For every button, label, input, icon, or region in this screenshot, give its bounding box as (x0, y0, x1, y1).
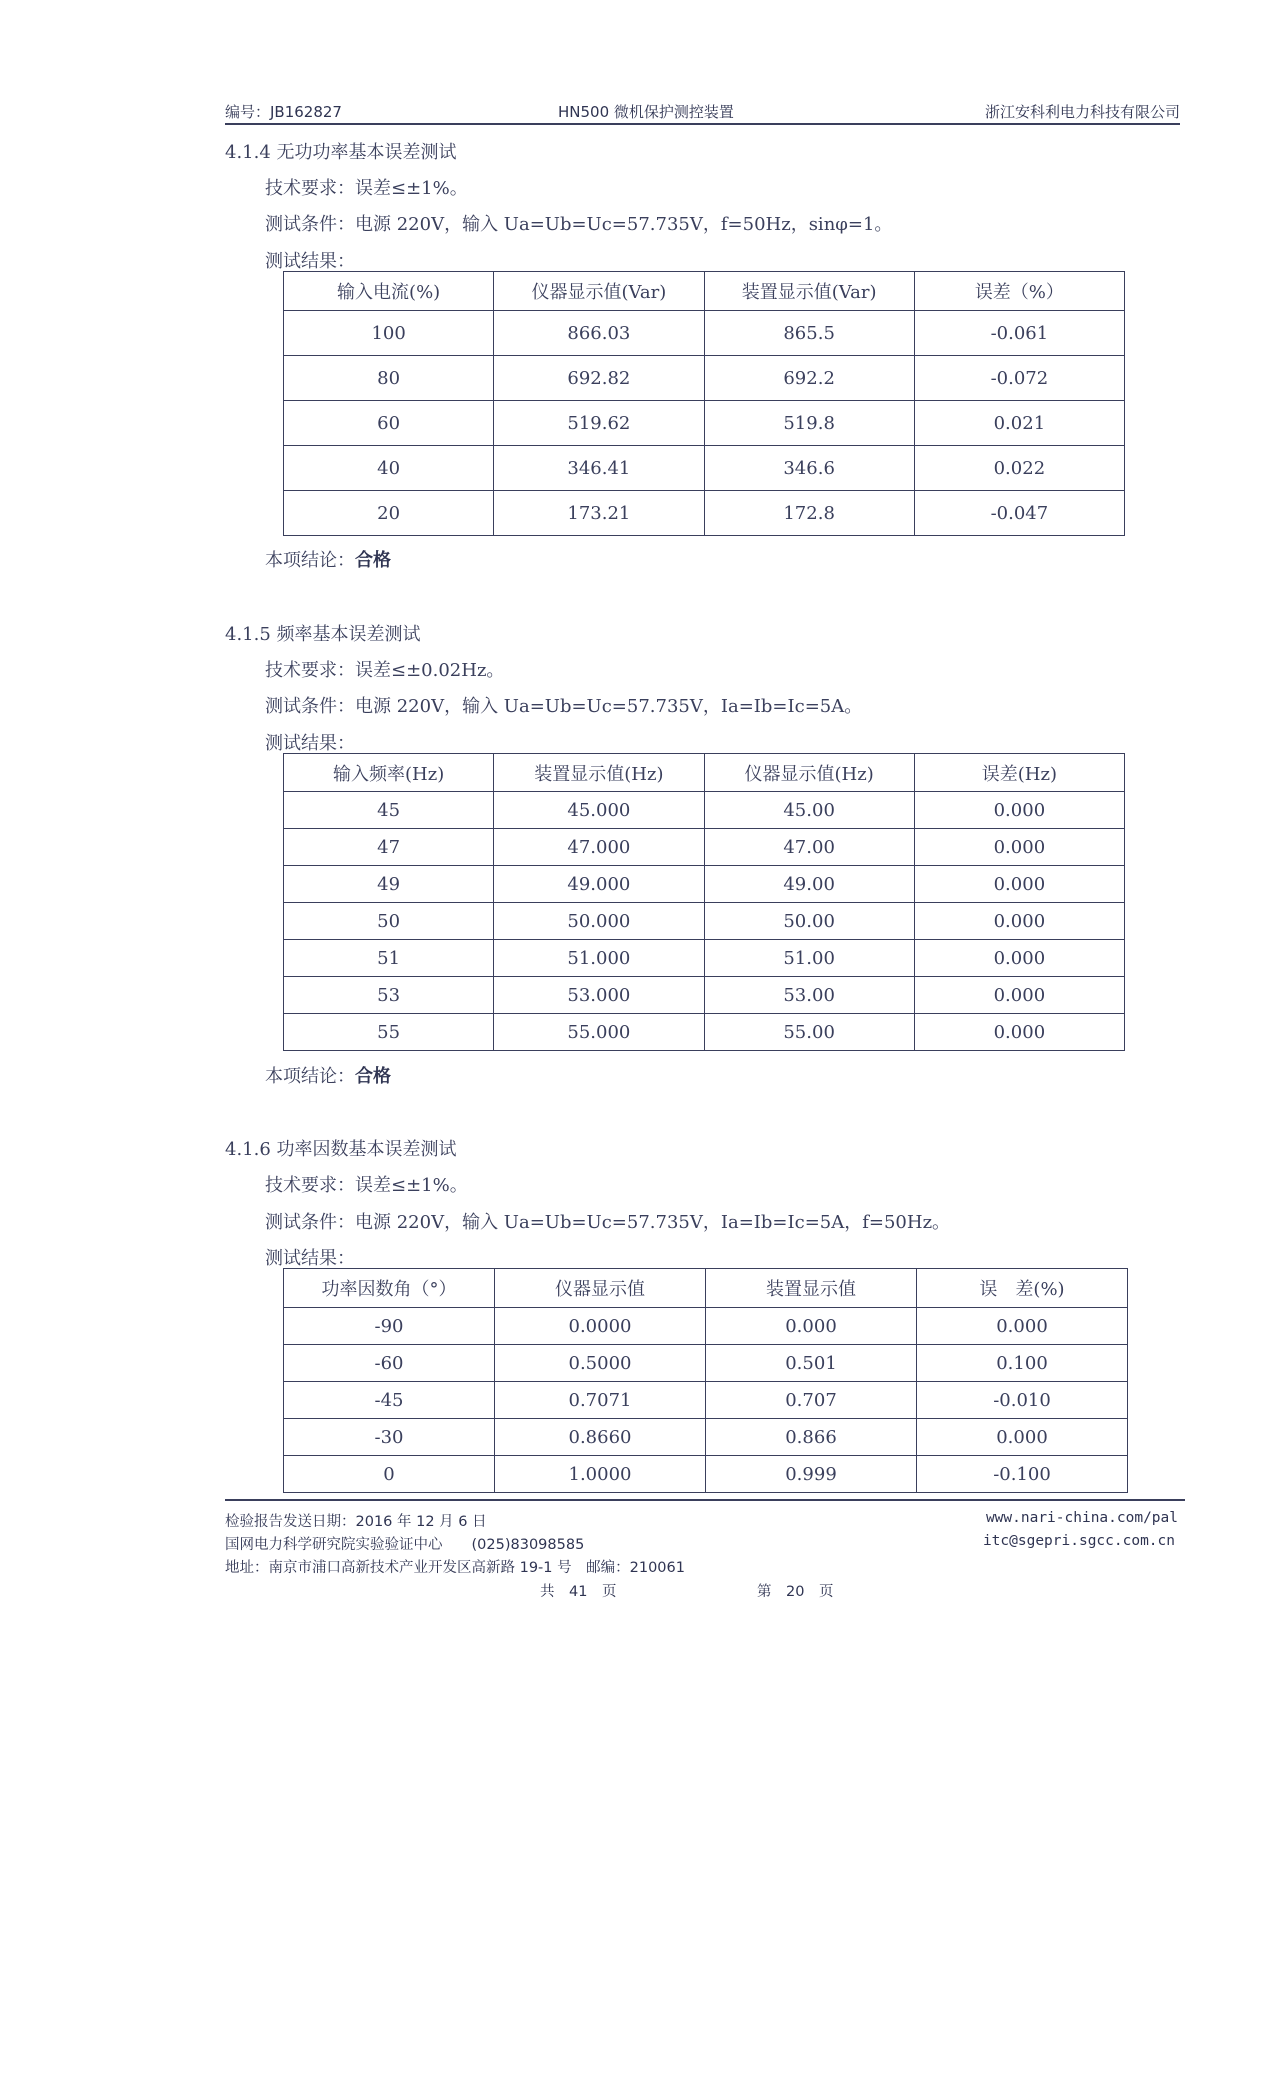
condition-text: 测试条件：电源 220V，输入 Ua=Ub=Uc=57.735V，Ia=Ib=Ic=5A，f=50Hz。 (265, 1212, 951, 1233)
section-title-frequency: 4.1.5 频率基本误差测试 (225, 624, 421, 645)
table-cell: 50 (284, 903, 494, 940)
table-cell: 0 (284, 1456, 495, 1493)
conclusion-label: 本项结论： (265, 550, 355, 571)
total-pages: 共 41 页 (540, 1584, 617, 1600)
table-cell: 53.00 (704, 977, 914, 1014)
section-title-power-factor: 4.1.6 功率因数基本误差测试 (225, 1139, 457, 1160)
column-header: 仪器显示值(Var) (494, 272, 704, 311)
table-cell: 0.000 (914, 866, 1124, 903)
table-cell: 0.5000 (495, 1345, 706, 1382)
condition-text: 测试条件：电源 220V，输入 Ua=Ub=Uc=57.735V，f=50Hz，sinφ=1。 (265, 214, 893, 235)
table-cell: 0.866 (706, 1419, 917, 1456)
column-header: 误差（%） (914, 272, 1124, 311)
table-header-row (284, 1269, 1128, 1308)
table-cell: 49 (284, 866, 494, 903)
column-header: 装置显示值(Var) (704, 272, 914, 311)
condition-text: 测试条件：电源 220V，输入 Ua=Ub=Uc=57.735V，Ia=Ib=Ic=5A。 (265, 696, 863, 717)
table-cell: 346.41 (494, 446, 704, 491)
requirement-text: 技术要求：误差≤±0.02Hz。 (265, 660, 505, 681)
table-cell: 866.03 (494, 311, 704, 356)
table-cell: 53.000 (494, 977, 704, 1014)
table-cell: 172.8 (704, 491, 914, 536)
table-cell: 0.501 (706, 1345, 917, 1382)
table-header-row (284, 272, 1125, 311)
table-row (284, 792, 1125, 829)
table-row (284, 903, 1125, 940)
table-cell: 0.000 (914, 903, 1124, 940)
table-cell: 0.022 (914, 446, 1124, 491)
table-cell: 47.00 (704, 829, 914, 866)
requirement-text: 技术要求：误差≤±1%。 (265, 1175, 468, 1196)
report-number: 编号：JB162827 (225, 103, 342, 121)
column-header: 误 差(%) (917, 1269, 1128, 1308)
column-header: 误差(Hz) (914, 754, 1124, 792)
result-label: 测试结果： (265, 251, 355, 272)
table-row (284, 356, 1125, 401)
table-cell: -45 (284, 1382, 495, 1419)
send-date: 检验报告发送日期：2016 年 12 月 6 日 (225, 1514, 487, 1530)
table-cell: -0.047 (914, 491, 1124, 536)
table-cell: 40 (284, 446, 494, 491)
conclusion-result: 合格 (355, 1066, 391, 1087)
table-cell: 0.0000 (495, 1308, 706, 1345)
table-row (284, 1308, 1128, 1345)
table-cell: 173.21 (494, 491, 704, 536)
table-cell: 51.000 (494, 940, 704, 977)
address: 地址：南京市浦口高新技术产业开发区高新路 19-1 号 邮编：210061 (225, 1560, 685, 1576)
table-cell: 1.0000 (495, 1456, 706, 1493)
column-header: 装置显示值 (706, 1269, 917, 1308)
product-name: HN500 微机保护测控装置 (558, 103, 734, 121)
table-cell: 55.000 (494, 1014, 704, 1051)
table-row (284, 1345, 1128, 1382)
column-header: 仪器显示值(Hz) (704, 754, 914, 792)
column-header: 功率因数角（°） (284, 1269, 495, 1308)
table-row (284, 401, 1125, 446)
table-row (284, 829, 1125, 866)
table-cell: 0.7071 (495, 1382, 706, 1419)
reactive-power-table (283, 271, 1125, 536)
table-cell: 50.00 (704, 903, 914, 940)
table-row (284, 1456, 1128, 1493)
column-header: 仪器显示值 (495, 1269, 706, 1308)
table-cell: 20 (284, 491, 494, 536)
conclusion-line (265, 1062, 391, 1088)
table-cell: 0.100 (917, 1345, 1128, 1382)
table-cell: -0.100 (917, 1456, 1128, 1493)
table-cell: 692.2 (704, 356, 914, 401)
table-header-row (284, 754, 1125, 792)
table-cell: 0.707 (706, 1382, 917, 1419)
table-cell: 0.000 (917, 1419, 1128, 1456)
table-cell: 50.000 (494, 903, 704, 940)
table-cell: 45.000 (494, 792, 704, 829)
table-cell: -0.010 (917, 1382, 1128, 1419)
table-cell: 60 (284, 401, 494, 446)
page-header (225, 101, 1180, 123)
conclusion-label: 本项结论： (265, 1066, 355, 1087)
table-cell: 47 (284, 829, 494, 866)
result-label: 测试结果： (265, 1248, 355, 1269)
table-row (284, 446, 1125, 491)
website-link[interactable]: www.nari-china.com/pal (985, 1510, 1178, 1526)
table-cell: 0.000 (914, 829, 1124, 866)
table-cell: 519.8 (704, 401, 914, 446)
table-cell: 80 (284, 356, 494, 401)
table-cell: 49.00 (704, 866, 914, 903)
table-cell: -30 (284, 1419, 495, 1456)
table-cell: 45 (284, 792, 494, 829)
table-cell: 55.00 (704, 1014, 914, 1051)
table-cell: 346.6 (704, 446, 914, 491)
conclusion-result: 合格 (355, 550, 391, 571)
result-label: 测试结果： (265, 733, 355, 754)
table-cell: 0.000 (914, 940, 1124, 977)
company-name: 浙江安科利电力科技有限公司 (984, 103, 1180, 121)
table-row (284, 491, 1125, 536)
table-row (284, 1014, 1125, 1051)
table-cell: 45.00 (704, 792, 914, 829)
table-row (284, 866, 1125, 903)
table-row (284, 977, 1125, 1014)
table-cell: 865.5 (704, 311, 914, 356)
table-cell: -0.061 (914, 311, 1124, 356)
table-row (284, 1419, 1128, 1456)
section-title-reactive-power: 4.1.4 无功功率基本误差测试 (225, 142, 457, 163)
column-header: 装置显示值(Hz) (494, 754, 704, 792)
table-cell: 0.021 (914, 401, 1124, 446)
table-cell: 0.000 (917, 1308, 1128, 1345)
table-row (284, 940, 1125, 977)
email-link[interactable]: itc@sgepri.sgcc.com.cn (982, 1533, 1175, 1549)
footer-rule (225, 1499, 1185, 1501)
table-row (284, 1382, 1128, 1419)
table-cell: 519.62 (494, 401, 704, 446)
header-rule (225, 123, 1180, 125)
table-cell: 0.8660 (495, 1419, 706, 1456)
table-cell: 47.000 (494, 829, 704, 866)
table-cell: 0.000 (914, 977, 1124, 1014)
table-cell: 51.00 (704, 940, 914, 977)
table-cell: -90 (284, 1308, 495, 1345)
column-header: 输入电流(%) (284, 272, 494, 311)
table-cell: -0.072 (914, 356, 1124, 401)
column-header: 输入频率(Hz) (284, 754, 494, 792)
power-factor-table (283, 1268, 1128, 1493)
frequency-table (283, 753, 1125, 1051)
table-cell: 51 (284, 940, 494, 977)
conclusion-line (265, 546, 391, 572)
table-cell: 0.000 (914, 792, 1124, 829)
table-row (284, 311, 1125, 356)
table-cell: 692.82 (494, 356, 704, 401)
table-cell: 0.000 (706, 1308, 917, 1345)
institute-contact: 国网电力科学研究院实验验证中心 (025)83098585 (225, 1537, 585, 1553)
table-cell: 49.000 (494, 866, 704, 903)
table-cell: 0.000 (914, 1014, 1124, 1051)
page-number: 第 20 页 (757, 1584, 834, 1600)
table-cell: 53 (284, 977, 494, 1014)
table-cell: 55 (284, 1014, 494, 1051)
table-cell: 0.999 (706, 1456, 917, 1493)
table-cell: -60 (284, 1345, 495, 1382)
requirement-text: 技术要求：误差≤±1%。 (265, 178, 468, 199)
table-cell: 100 (284, 311, 494, 356)
